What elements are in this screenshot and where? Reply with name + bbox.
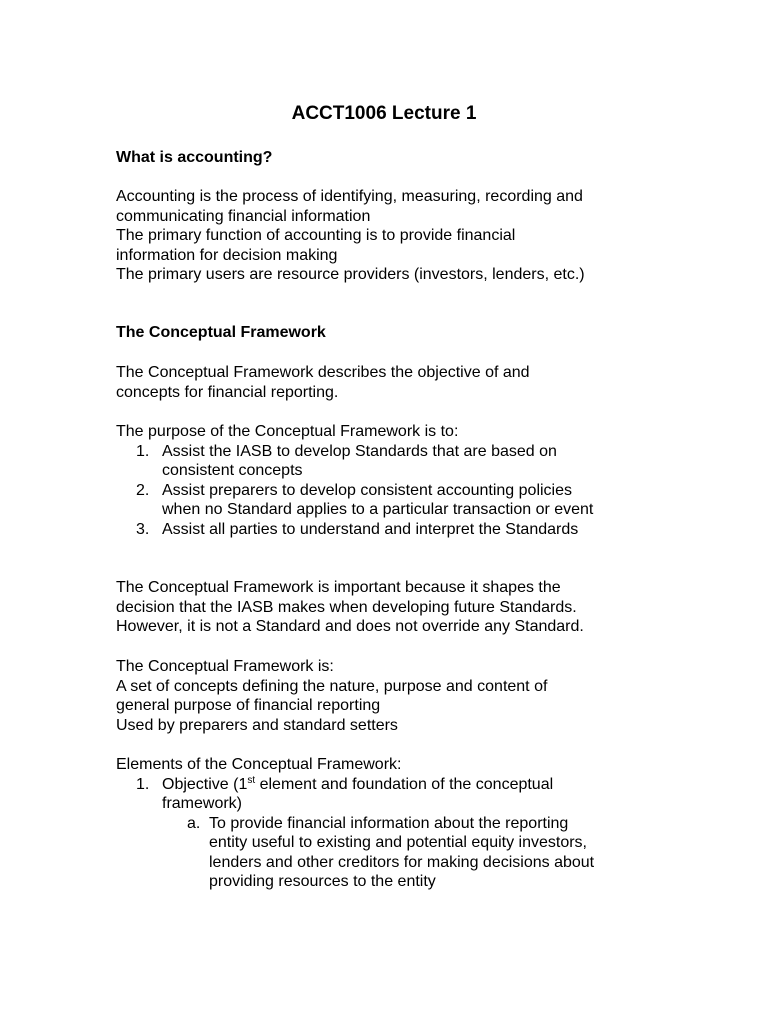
elements-section — [116, 755, 656, 892]
text-line: The Conceptual Framework is: — [116, 658, 334, 675]
list-item — [116, 775, 656, 814]
text-line: Assist the IASB to develop Standards that are based on — [162, 442, 557, 460]
purpose-section — [116, 422, 656, 539]
framework-description — [116, 363, 656, 402]
text-line: decision that the IASB makes when developing future Standards. — [116, 598, 577, 616]
text-fragment: Objective (1 — [162, 775, 248, 793]
purpose-intro: The purpose of the Conceptual Framework is to: — [116, 423, 459, 440]
list-marker: 1. — [136, 775, 150, 793]
list-marker: a. — [187, 814, 201, 832]
text-line: The primary users are resource providers (investors, lenders, etc.) — [116, 266, 585, 283]
text-line: Assist preparers to develop consistent accounting policies — [162, 481, 572, 499]
text-line: Assist all parties to understand and interpret the Standards — [162, 520, 579, 538]
importance-paragraph — [116, 578, 656, 637]
text-line — [162, 775, 656, 795]
list-marker: 3. — [136, 520, 150, 538]
accounting-paragraph — [116, 187, 656, 285]
list-item — [116, 814, 656, 892]
list-item — [116, 442, 656, 481]
purpose-list — [116, 442, 656, 540]
text-line: To provide financial information about the reporting — [209, 814, 569, 832]
list-item — [116, 520, 656, 540]
text-line: The Conceptual Framework describes the objective of and — [116, 364, 530, 381]
text-line: Used by preparers and standard setters — [116, 716, 398, 734]
text-line: However, it is not a Standard and does not override any Standard. — [116, 618, 584, 635]
text-line: communicating financial information — [116, 207, 371, 225]
text-line: The primary function of accounting is to provide financial — [116, 227, 516, 244]
text-line: Accounting is the process of identifying, measuring, recording and — [116, 188, 583, 205]
text-line: consistent concepts — [162, 462, 303, 479]
text-line: The Conceptual Framework is important because it shapes the — [116, 579, 561, 596]
text-fragment: element and foundation of the conceptual — [255, 775, 554, 793]
heading-what-is-accounting: What is accounting? — [116, 149, 273, 166]
section-heading-framework — [116, 323, 656, 343]
text-line: lenders and other creditors for making decisions about — [209, 853, 595, 871]
list-marker: 1. — [136, 442, 150, 460]
framework-is-paragraph — [116, 657, 656, 735]
text-line: entity useful to existing and potential equity investors, — [209, 834, 587, 851]
list-marker: 2. — [136, 481, 150, 499]
text-line: framework) — [162, 795, 243, 812]
objective-sublist — [116, 814, 656, 892]
text-line: providing resources to the entity — [209, 873, 436, 890]
superscript: st — [247, 774, 256, 786]
section-heading-accounting — [116, 148, 656, 168]
heading-conceptual-framework: The Conceptual Framework — [116, 324, 326, 341]
text-line: when no Standard applies to a particular transaction or event — [162, 501, 594, 518]
text-line: A set of concepts defining the nature, purpose and content of — [116, 677, 548, 695]
elements-list — [116, 775, 656, 814]
list-item — [116, 481, 656, 520]
text-line: concepts for financial reporting. — [116, 383, 339, 401]
elements-intro: Elements of the Conceptual Framework: — [116, 756, 402, 773]
page-title: ACCT1006 Lecture 1 — [291, 103, 477, 124]
text-line: general purpose of financial reporting — [116, 697, 381, 714]
text-line: information for decision making — [116, 246, 338, 264]
